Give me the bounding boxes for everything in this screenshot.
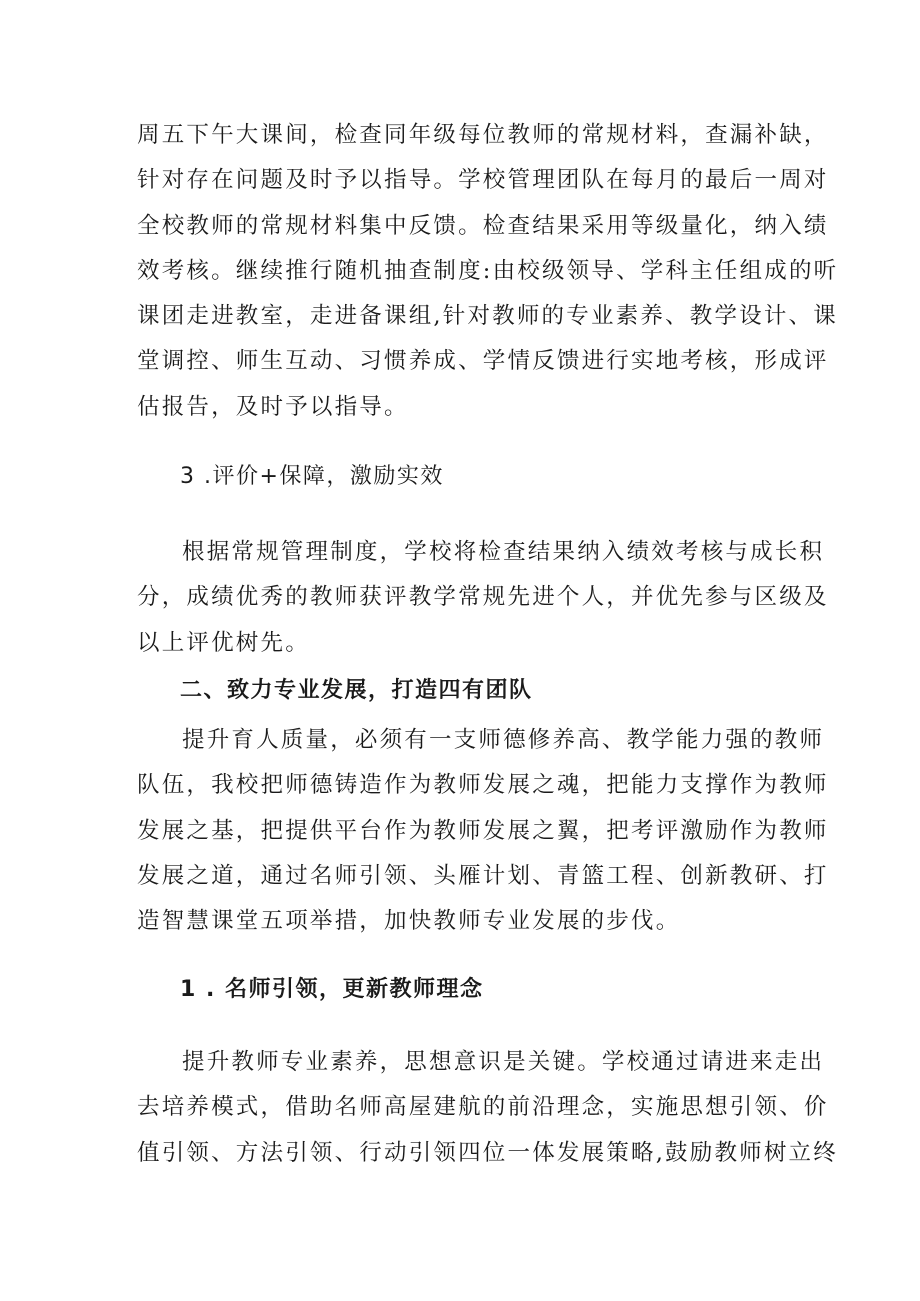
text-line: 发展之基，把提供平台作为教师发展之翼，把考评激励作为教师 — [137, 817, 829, 844]
text-line: 根据常规管理制度，学校将检查结果纳入绩效考核与成长积 — [182, 539, 825, 565]
text-line: 针对存在问题及时予以指导。学校管理团队在每月的最后一周对 — [137, 167, 829, 194]
text-line: 造智慧课堂五项举措，加快教师专业发展的步伐。 — [137, 908, 681, 935]
paragraph-professional-development — [137, 718, 829, 944]
subheading-master-teacher: 1 . 名师引领，更新教师理念 — [180, 977, 484, 1002]
paragraph-evaluation — [137, 530, 829, 666]
text-line: 值引领、方法引领、行动引领四位一体发展策略,鼓励教师树立终 — [137, 1139, 838, 1166]
text-line: 课团走进教室，走进备课组,针对教师的专业素养、教学设计、课 — [137, 303, 838, 330]
paragraph-master-teacher — [137, 1040, 838, 1176]
text-line: 去培养模式，借助名师高屋建航的前沿理念，实施思想引领、价 — [137, 1094, 829, 1121]
text-line: 发展之道，通过名师引领、头雁计划、青篮工程、创新教研、打 — [137, 862, 829, 889]
text-line: 全校教师的常规材料集中反馈。检查结果采用等级量化，纳入绩 — [137, 212, 829, 239]
text-line: 堂调控、师生互动、习惯养成、学情反馈进行实地考核，形成评 — [137, 348, 829, 375]
text-line: 队伍，我校把师德铸造作为教师发展之魂，把能力支撑作为教师 — [137, 772, 829, 799]
text-line: 分，成绩优秀的教师获评教学常规先进个人，并优先参与区级及 — [137, 584, 829, 611]
text-line: 效考核。继续推行随机抽查制度:由校级领导、学科主任组成的听 — [137, 257, 839, 284]
text-line: 提升育人质量，必须有一支师德修养高、教学能力强的教师 — [182, 727, 825, 753]
paragraph-inspection — [137, 113, 839, 430]
section-heading: 二、致力专业发展，打造四有团队 — [180, 678, 533, 703]
subheading-evaluation: 3 .评价+保障，激励实效 — [180, 464, 444, 489]
text-line: 提升教师专业素养，思想意识是关键。学校通过请进来走出 — [182, 1049, 825, 1075]
text-line: 估报告，及时予以指导。 — [137, 393, 409, 420]
text-line: 周五下午大课间，检查同年级每位教师的常规材料，查漏补缺， — [137, 122, 829, 148]
text-line: 以上评优树先。 — [137, 629, 310, 656]
